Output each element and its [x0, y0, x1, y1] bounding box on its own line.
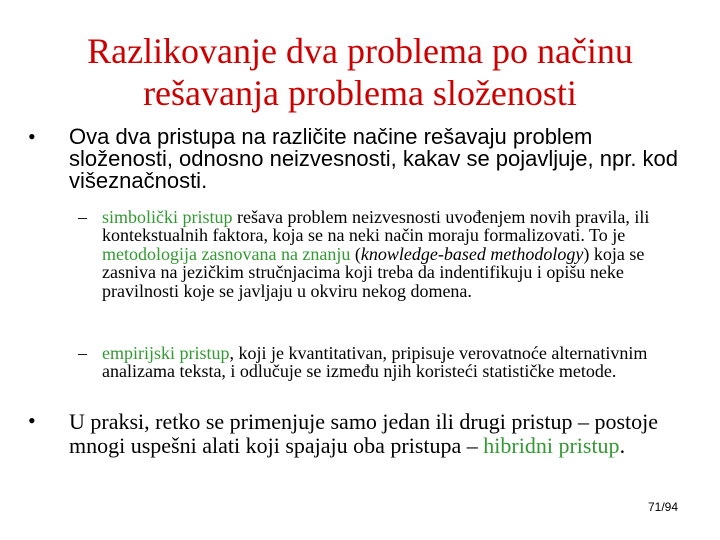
bullet-2 [28, 410, 688, 458]
bullet-2-marker: • [28, 408, 36, 433]
sub-bullet-2-dash: – [78, 343, 87, 363]
title-line-2: rešavanja problema složenosti [143, 73, 577, 113]
bullet-1-text: Ova dva pristupa na različite načine rešavaju problem složenosti, odnosno neizvesnosti, kakav se pojavljuje, npr. kod višeznačnosti. [69, 124, 679, 193]
bullet-2-text [69, 410, 688, 458]
title-line-1: Razlikovanje dva problema po načinu [87, 31, 633, 71]
sub-1-italic: knowledge-based methodology [360, 243, 584, 264]
term-hybrid-approach: hibridni pristup [483, 433, 620, 458]
sub-bullet-1-text [102, 208, 688, 300]
page-number: 71/94 [647, 500, 678, 514]
sub-bullet-2-text [102, 344, 688, 381]
sub-bullet-1-dash: – [78, 207, 87, 227]
sub-1-text-c: ) koja se zasniva na jezičkim stručnjacima koji treba da indentifikuju i opišu neke pravilnosti koje se javljaju u okviru nekog domena. [102, 243, 645, 301]
sub-2-text: , koji je kvantitativan, pripisuje verovatnoće alternativnim analizama teksta, i odlučuje se između njih koristeći statističke metode. [102, 343, 648, 382]
slide-title [20, 30, 700, 114]
term-empirical-approach: empirijski pristup [102, 343, 230, 363]
term-symbolic-approach: simbolički pristup [102, 207, 233, 227]
bullet-1 [28, 126, 688, 192]
bullet-2-main: U praksi, retko se primenjuje samo jedan ili drugi pristup – postoje mnogi uspešni alati koji spajaju oba pristupa – [69, 409, 659, 458]
sub-1-text-a: rešava problem neizvesnosti uvođenjem novih pravila, ili kontekstualnih faktora, koja se na neki način moraju formalizovati. To je [102, 207, 650, 246]
sub-bullet-2 [78, 344, 688, 381]
bullet-1-marker: • [28, 124, 36, 149]
term-knowledge-methodology: metodologija zasnovana na znanju [102, 243, 351, 264]
sub-1-text-b: ( [350, 243, 361, 264]
bullet-2-end: . [619, 433, 626, 458]
sub-bullet-1 [78, 208, 688, 300]
